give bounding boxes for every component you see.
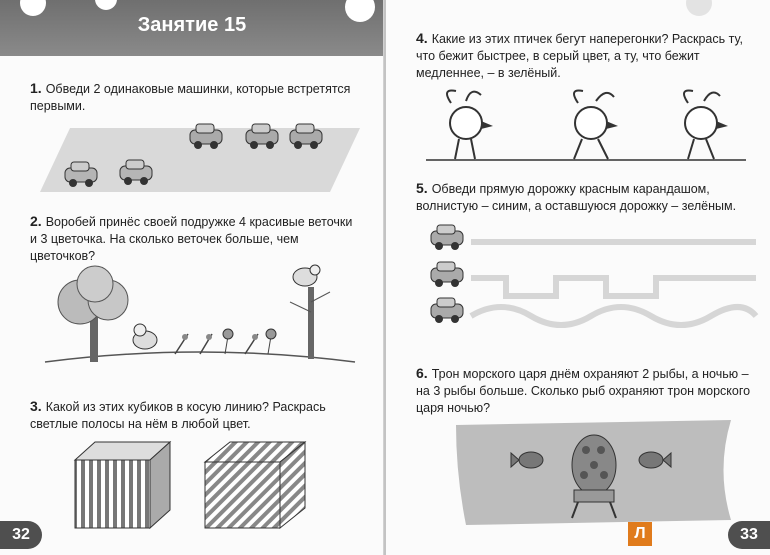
task-text: Какие из этих птичек бегут наперегонки? Раскрась ту, что бежит быстрее, в серый цвет, а ту, что бежит медленнее, – в зелёный.	[416, 32, 743, 80]
sparrow-icon	[133, 324, 157, 349]
tree-icon	[58, 266, 128, 362]
task-4	[416, 30, 751, 82]
lesson-header	[0, 0, 384, 56]
task-number: 3.	[30, 398, 42, 414]
cars-road-illustration	[40, 120, 360, 195]
task-3	[30, 398, 360, 433]
task-1	[30, 80, 360, 115]
diagonal-striped-cube	[205, 442, 305, 528]
stepped-path	[471, 278, 756, 296]
bird-icon	[574, 91, 618, 160]
task-6	[416, 365, 751, 417]
paths-illustration	[426, 218, 756, 333]
task-text: Обведи прямую дорожку красным карандашом, волнистую – синим, а оставшуюся дорожку – зелёным.	[416, 182, 737, 213]
birds-illustration	[426, 88, 746, 163]
task-text: Какой из этих кубиков в косую линию? Раскрась светлые полосы на нём в любой цвет.	[30, 400, 326, 431]
task-number: 6.	[416, 365, 428, 381]
task-number: 5.	[416, 180, 428, 196]
task-number: 2.	[30, 213, 42, 229]
car-icon	[431, 298, 463, 323]
vertical-striped-cube	[75, 442, 170, 528]
task-text: Воробей принёс своей подружке 4 красивые веточки и 3 цветочка. На сколько веточек больше, чем цветочков?	[30, 215, 353, 263]
decorative-dot	[686, 0, 712, 16]
bird-icon	[447, 91, 493, 160]
task-text: Обведи 2 одинаковые машинки, которые встретятся первыми.	[30, 82, 351, 113]
task-number: 4.	[416, 30, 428, 46]
page-number: 32	[0, 521, 42, 549]
car-icon	[431, 262, 463, 287]
cubes-illustration	[65, 440, 365, 530]
page-number: 33	[728, 521, 770, 549]
task-number: 1.	[30, 80, 42, 96]
left-page	[0, 0, 384, 555]
flower-icon	[266, 329, 276, 354]
car-icon	[431, 225, 463, 250]
publisher-logo: Л	[628, 522, 652, 546]
task-5	[416, 180, 751, 215]
branch-icon	[200, 334, 212, 354]
flower-icon	[223, 329, 233, 354]
tall-tree-icon	[290, 265, 330, 359]
branch-icon	[175, 334, 188, 354]
wavy-path	[471, 307, 756, 325]
right-page	[386, 0, 770, 555]
bird-icon	[684, 91, 728, 160]
task-text: Трон морского царя днём охраняют 2 рыбы, а ночью – на 3 рыбы больше. Сколько рыб охраняют трон морского царя ночью?	[416, 367, 751, 415]
branch-icon	[245, 334, 258, 354]
task-2	[30, 213, 360, 265]
sea-throne-illustration	[456, 420, 731, 525]
lesson-title: Занятие 15	[137, 14, 247, 36]
sparrow-branches-illustration	[40, 262, 360, 372]
